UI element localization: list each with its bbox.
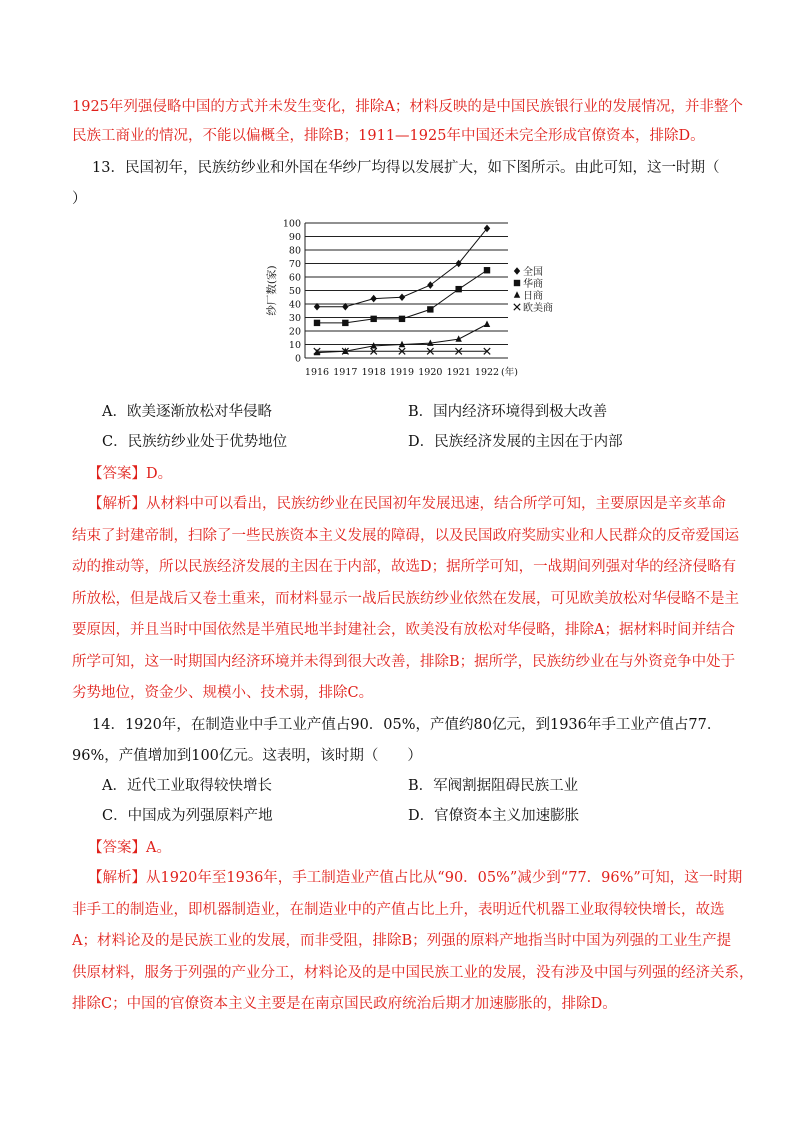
y-tick-label: 20 — [288, 326, 301, 338]
data-point — [455, 335, 461, 341]
data-point — [455, 286, 461, 292]
y-tick-label: 30 — [288, 313, 301, 324]
data-point — [314, 320, 320, 326]
data-point — [484, 267, 490, 273]
q13-option-a[interactable]: A．欧美逐渐放松对华侵略 — [102, 404, 272, 420]
q14-stem-line-1: 14．1920年，在制造业中手工业产值占90．05%，产值约80亿元，到1936年手工业产值占77． — [92, 717, 722, 733]
q13-option-b[interactable]: B．国内经济环境得到极大改善 — [408, 404, 608, 420]
data-point — [370, 295, 376, 303]
x-tick-label: 1920 — [418, 367, 443, 378]
x-tick-label: 1918 — [361, 367, 386, 378]
legend-label: 全国 — [523, 266, 543, 278]
data-point — [399, 316, 405, 322]
legend-marker — [514, 291, 520, 297]
y-tick-label: 0 — [294, 353, 301, 365]
q13-analysis-line-7: 劣势地位，资金少、规模小、技术弱，排除C。 — [72, 685, 374, 701]
x-tick-label: 1921 — [446, 367, 471, 378]
legend-marker — [514, 304, 520, 310]
legend-label: 华商 — [523, 278, 543, 290]
x-tick-label: 1919 — [389, 367, 415, 378]
line-chart — [255, 213, 553, 383]
legend-label: 日商 — [523, 290, 543, 302]
q14-analysis-line-5: 排除C；中国的官僚资本主义主要是在南京国民政府统治后期才加速膨胀的，排除D。 — [72, 996, 617, 1012]
analysis-label: 【解析】 — [88, 496, 146, 512]
x-axis-unit: (年) — [501, 367, 518, 378]
q14-option-a[interactable]: A．近代工业取得较快增长 — [102, 778, 272, 794]
data-point — [427, 281, 433, 289]
q14-analysis-line-3: A；材料论及的是民族工业的发展，而非受阻，排除B；列强的原料产地指当时中国为列强的工业生产提 — [72, 933, 732, 949]
q14-answer: 【答案】A。 — [88, 840, 171, 856]
prev-analysis-line-1: 1925年列强侵略中国的方式并未发生变化，排除A；材料反映的是中国民族银行业的发展情况，并非整个 — [72, 99, 743, 115]
data-point — [399, 293, 405, 301]
y-tick-label: 10 — [288, 340, 301, 351]
y-tick-label: 70 — [288, 259, 301, 270]
q13-chart — [255, 213, 553, 383]
y-tick-label: 50 — [288, 286, 301, 297]
q14-analysis-line-1 — [88, 868, 748, 888]
x-tick-label: 1917 — [333, 367, 358, 378]
q13-analysis-line-6: 所学可知，这一时期国内经济环境并未得到很大改善，排除B；据所学，民族纺纱业在与外资竞争中处于 — [72, 654, 736, 670]
y-tick-label: 60 — [288, 272, 301, 284]
q13-analysis-line-5: 要原因，并且当时中国依然是半殖民地半封建社会，欧美没有放松对华侵略，排除A；据材料时间并结合 — [72, 622, 735, 638]
q13-analysis-line-3: 动的推动等，所以民族经济发展的主因在于内部，故选D；据所学可知，一战期间列强对华的经济侵略有 — [72, 559, 737, 575]
data-point — [484, 321, 490, 327]
data-point — [427, 306, 433, 312]
q14-option-c[interactable]: C．中国成为列强原料产地 — [102, 808, 273, 824]
q14-option-b[interactable]: B．军阀割据阻碍民族工业 — [408, 778, 579, 794]
q13-option-d[interactable]: D．民族经济发展的主因在于内部 — [408, 434, 623, 450]
prev-analysis-line-2: 民族工商业的情况，不能以偏概全，排除B；1911—1925年中国还未完全形成官僚资本，排除D。 — [72, 128, 705, 144]
data-point — [370, 316, 376, 322]
x-tick-label: 1922 — [474, 367, 500, 378]
y-tick-label: 40 — [288, 299, 301, 311]
y-axis-label: 纱厂数(家) — [266, 265, 278, 316]
x-tick-label: 1916 — [304, 367, 330, 378]
analysis-label: 【解析】 — [88, 870, 146, 886]
legend-marker — [514, 267, 520, 275]
q14-analysis-line-4: 供原材料，服务于列强的产业分工，材料论及的是中国民族工业的发展，没有涉及中国与列强的经济关系， — [72, 965, 754, 981]
q13-analysis-line-2: 结束了封建帝制，扫除了一些民族资本主义发展的障碍，以及民国政府奖励实业和人民群众的反帝爱国运 — [72, 528, 739, 544]
q14-analysis-line-2: 非手工的制造业，即机器制造业，在制造业中的产值占比上升，表明近代机器工业取得较快增长，故选 — [72, 902, 725, 918]
y-tick-label: 90 — [288, 232, 301, 243]
analysis-text: 从材料中可以看出，民族纺纱业在民国初年发展迅速，结合所学可知，主要原因是辛亥革命 — [146, 496, 726, 512]
q13-stem-line-2: ） — [72, 191, 87, 207]
analysis-text: 从1920年至1936年，手工制造业产值占比从“90．05%”减少到“77．96%”可知，这一时期 — [146, 870, 743, 886]
q13-stem-line-1: 13．民国初年，民族纺纱业和外国在华纱厂均得以发展扩大，如下图所示。由此可知，这一时期（ — [92, 160, 720, 176]
q13-analysis-line-4: 所放松，但是战后又卷土重来，而材料显示一战后民族纺纱业依然在发展，可见欧美放松对华侵略不是主 — [72, 591, 739, 607]
q13-option-c[interactable]: C．民族纺纱业处于优势地位 — [102, 434, 288, 450]
q14-option-d[interactable]: D．官僚资本主义加速膨胀 — [408, 808, 580, 824]
q14-stem-line-2: 96%，产值增加到100亿元。这表明，该时期（ ） — [72, 748, 422, 764]
legend-label: 欧美商 — [523, 302, 553, 314]
y-tick-label: 80 — [288, 245, 301, 257]
q13-answer: 【答案】D。 — [88, 466, 173, 482]
data-point — [342, 320, 348, 326]
y-tick-label: 100 — [282, 218, 301, 230]
q13-analysis-line-1 — [88, 494, 748, 514]
legend-marker — [514, 280, 520, 286]
